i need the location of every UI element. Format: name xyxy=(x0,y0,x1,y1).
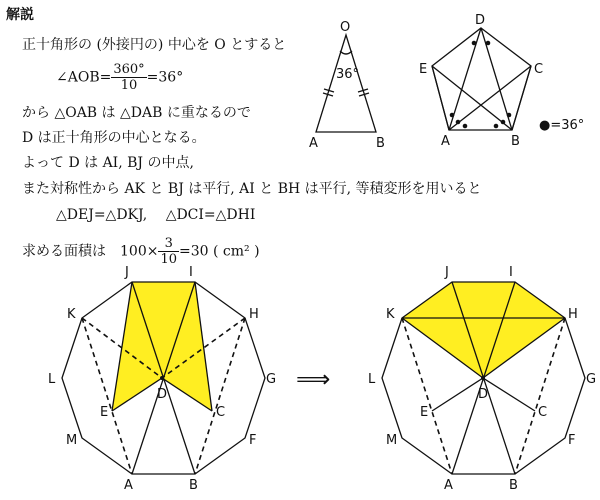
right-label-c: C xyxy=(538,405,548,420)
text-line-1: 正十角形の (外接円の) 中心を O とすると xyxy=(22,37,287,53)
right-label-e: E xyxy=(420,405,429,420)
pentagon-label-e: E xyxy=(419,62,428,77)
pentagon-diagonal-ca xyxy=(449,66,531,130)
right-label-f: F xyxy=(568,433,576,448)
area-fraction-denominator: 10 xyxy=(160,252,177,267)
transform-arrow: ⟹ xyxy=(296,365,331,393)
pentagon-diagonal-cb xyxy=(512,66,531,130)
left-label-k: K xyxy=(67,307,76,322)
pentagon-label-c: C xyxy=(534,62,544,77)
label-a: A xyxy=(309,136,318,151)
decagon-right-figure xyxy=(382,282,585,474)
area-fraction-numerator: 3 xyxy=(158,236,179,252)
pentagon-figure xyxy=(432,28,531,130)
left-label-g: G xyxy=(266,372,277,387)
right-label-b: B xyxy=(509,478,518,493)
dot-legend: ●=36° xyxy=(539,118,585,133)
left-label-f: F xyxy=(249,433,257,448)
text-line-4: D は正十角形の中心となる。 xyxy=(22,130,206,146)
right-label-h: H xyxy=(568,307,578,322)
center-point-left xyxy=(160,376,164,380)
right-label-g: G xyxy=(586,372,597,387)
text-line-6: また対称性から AK と BJ は平行, AI と BH は平行, 等積変形を用いると xyxy=(22,181,482,197)
label-o: O xyxy=(340,20,351,35)
angle-result: =36° xyxy=(146,69,184,86)
text-line-3: から △OAB は △DAB に重なるので xyxy=(22,105,251,121)
solution-heading: 解説 xyxy=(6,7,34,23)
area-expression-prefix: 求める面積は 100× xyxy=(22,243,159,260)
pentagon-label-a: A xyxy=(441,134,450,149)
left-label-b: B xyxy=(189,478,198,493)
text-line-5: よって D は AI, BJ の中点, xyxy=(22,155,194,171)
label-b: B xyxy=(376,136,385,151)
right-label-j: J xyxy=(445,265,449,280)
right-label-m: M xyxy=(386,433,398,448)
right-label-k: K xyxy=(386,307,395,322)
shaded-region-right xyxy=(402,282,565,378)
triangle-figure xyxy=(316,35,376,132)
triangle-oab xyxy=(316,35,376,132)
pentagon-diagonal-eb xyxy=(432,66,512,130)
angle-fraction-denominator: 10 xyxy=(120,78,138,93)
left-label-j: J xyxy=(125,265,129,280)
left-label-m: M xyxy=(66,433,78,448)
angle-aob-label: ∠AOB= xyxy=(56,69,112,86)
angle-arc xyxy=(340,51,352,54)
right-label-l: L xyxy=(368,372,376,387)
right-label-a: A xyxy=(444,478,453,493)
left-label-h: H xyxy=(249,307,259,322)
label-angle-36: 36° xyxy=(336,67,360,82)
left-label-d: D xyxy=(157,387,168,402)
left-label-a: A xyxy=(124,478,133,493)
left-label-e: E xyxy=(100,405,109,420)
angle-fraction-numerator: 360° xyxy=(113,62,145,77)
text-line-7: △DEJ=△DKJ, △DCI=△DHI xyxy=(56,207,256,223)
pentagon-diagonal-ea xyxy=(432,66,449,130)
right-label-i: I xyxy=(509,265,513,280)
left-label-l: L xyxy=(48,372,56,387)
center-point-right xyxy=(481,376,485,380)
decagon-left-figure xyxy=(62,282,265,474)
pentagon-label-b: B xyxy=(511,134,520,149)
area-expression-result: =30 ( cm² ) xyxy=(179,243,260,260)
pentagon-label-d: D xyxy=(475,13,486,28)
right-label-d: D xyxy=(478,387,489,402)
left-label-c: C xyxy=(216,405,226,420)
left-label-i: I xyxy=(189,265,193,280)
